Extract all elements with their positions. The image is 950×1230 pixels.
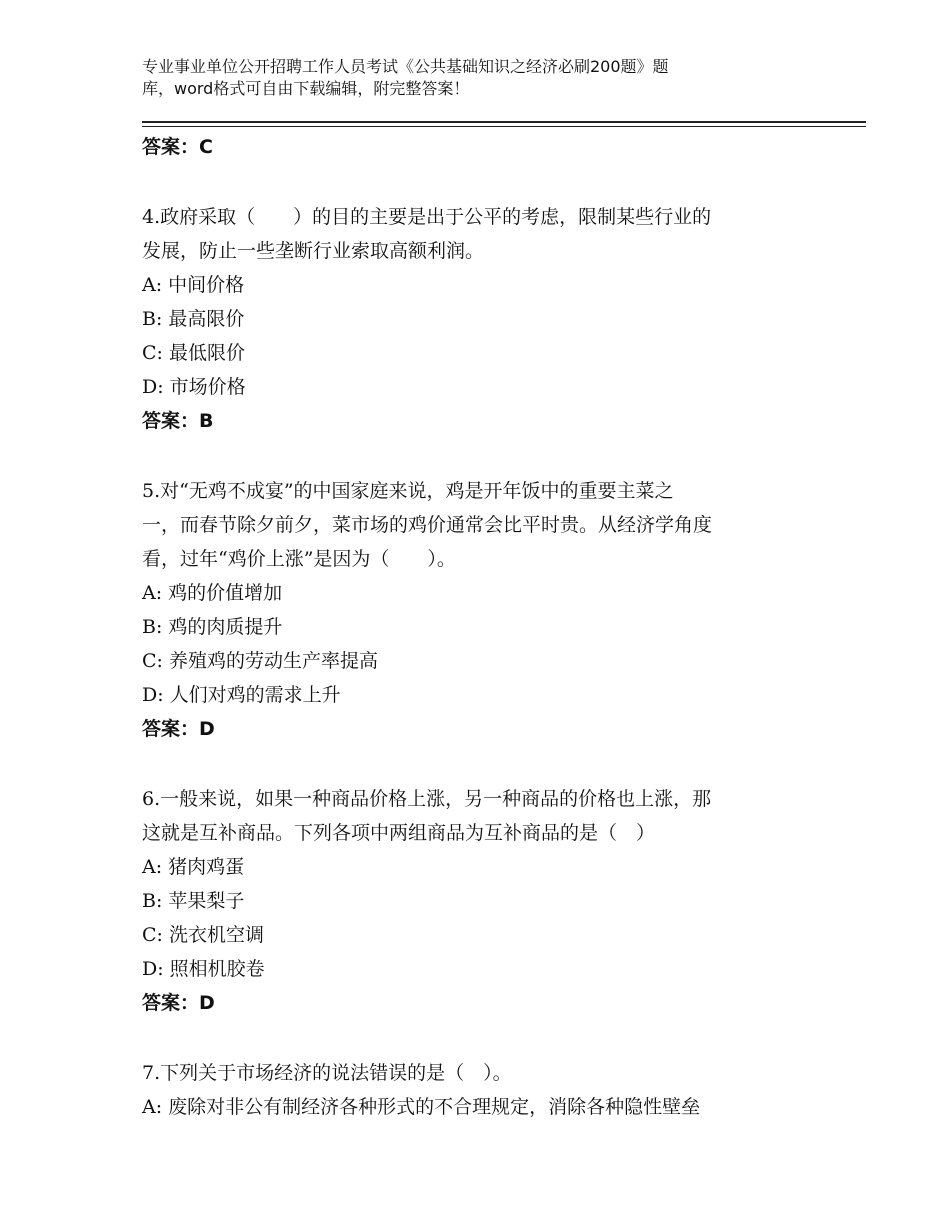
question-text-line: 4.政府采取（ ）的目的主要是出于公平的考虑，限制某些行业的 [142, 206, 712, 228]
option-c: C: 养殖鸡的劳动生产率提高 [142, 650, 378, 672]
option-c: C: 最低限价 [142, 342, 245, 364]
header-line-1: 专业事业单位公开招聘工作人员考试《公共基础知识之经济必刷200题》题 [142, 57, 669, 76]
header-rule-thin [142, 126, 866, 127]
option-b: B: 鸡的肉质提升 [142, 616, 283, 638]
answer-line: 答案：B [142, 410, 214, 432]
option-b: B: 最高限价 [142, 308, 245, 330]
question-5 [142, 474, 802, 746]
question-4 [142, 200, 802, 438]
option-a: A: 中间价格 [142, 274, 245, 296]
option-c: C: 洗衣机空调 [142, 924, 264, 946]
question-list [142, 130, 802, 1124]
option-d: D: 市场价格 [142, 376, 246, 398]
option-a: A: 猪肉鸡蛋 [142, 856, 245, 878]
answer-line: 答案：C [142, 136, 213, 158]
question-7 [142, 1056, 802, 1124]
question-text-line: 看，过年“鸡价上涨”是因为（ ）。 [142, 548, 456, 570]
option-b: B: 苹果梨子 [142, 890, 245, 912]
question-text-line: 7.下列关于市场经济的说法错误的是（ ）。 [142, 1062, 512, 1084]
question-text-line: 这就是互补商品。下列各项中两组商品为互补商品的是（ ） [142, 822, 656, 844]
header-line-2: 库，word格式可自由下载编辑，附完整答案！ [142, 79, 470, 98]
question-6 [142, 782, 802, 1020]
answer-line: 答案：D [142, 718, 215, 740]
document-header [142, 56, 782, 100]
question-text-line: 6.一般来说，如果一种商品价格上涨，另一种商品的价格也上涨，那 [142, 788, 712, 810]
header-rule-thick [142, 121, 866, 123]
option-a: A: 鸡的价值增加 [142, 582, 283, 604]
answer-line: 答案：D [142, 992, 215, 1014]
option-d: D: 照相机胶卷 [142, 958, 265, 980]
option-d: D: 人们对鸡的需求上升 [142, 684, 341, 706]
question-text-line: 5.对“无鸡不成宴”的中国家庭来说，鸡是开年饭中的重要主菜之 [142, 480, 674, 502]
question-text-line: 一，而春节除夕前夕，菜市场的鸡价通常会比平时贵。从经济学角度 [142, 514, 713, 536]
question-text-line: 发展，防止一些垄断行业索取高额利润。 [142, 240, 485, 262]
option-a: A: 废除对非公有制经济各种形式的不合理规定，消除各种隐性壁垒 [142, 1096, 701, 1118]
